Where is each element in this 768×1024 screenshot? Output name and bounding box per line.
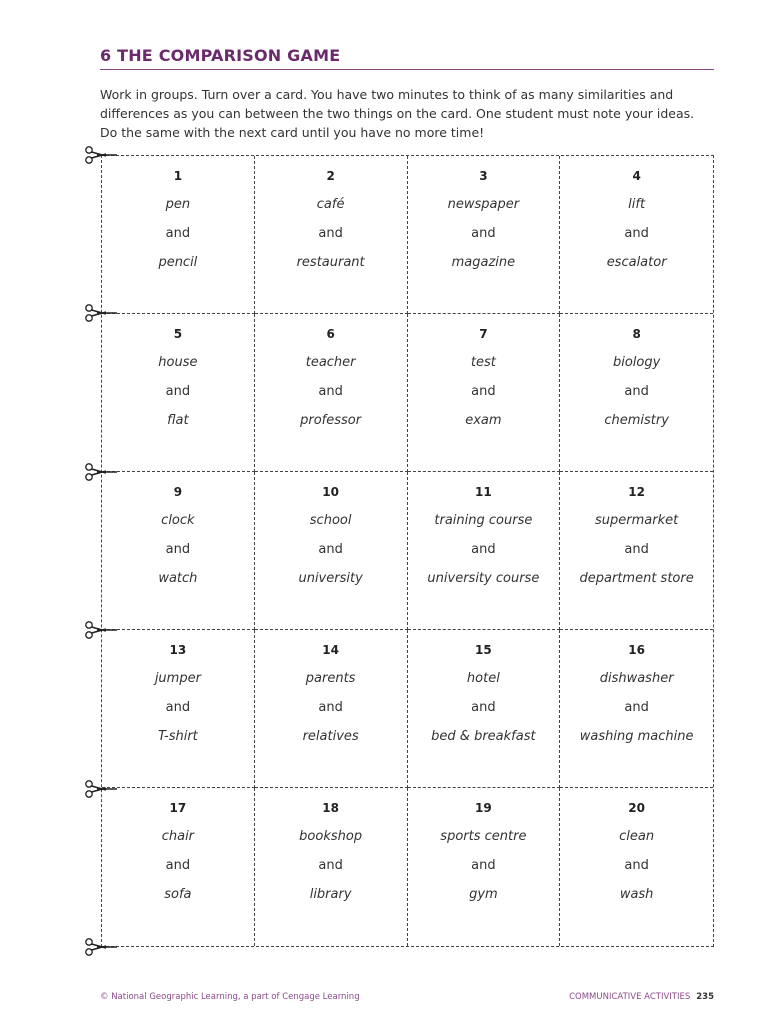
card-word-first: hotel: [466, 671, 500, 686]
card-number: 20: [628, 801, 645, 815]
card-word-first: clock: [161, 513, 195, 528]
card-word-first: café: [316, 197, 345, 212]
word-card: [560, 314, 713, 472]
card-number: 18: [322, 801, 339, 815]
card-and: and: [165, 226, 191, 241]
word-card: [102, 788, 255, 946]
word-card: [408, 472, 561, 630]
card-word-first: pen: [165, 197, 191, 212]
card-number: 3: [479, 169, 488, 183]
card-number: 5: [173, 327, 183, 341]
section-name: COMMUNICATIVE ACTIVITIES: [569, 992, 691, 1002]
page-title: 6 THE COMPARISON GAME: [100, 46, 714, 70]
card-word-first: school: [309, 513, 352, 528]
card-word-second: gym: [469, 887, 498, 902]
card-word-second: washing machine: [579, 729, 694, 744]
card-number: 4: [632, 169, 641, 183]
card-word-first: sports centre: [440, 829, 527, 844]
card-word-second: exam: [465, 413, 502, 428]
scissors-icon: [84, 145, 118, 165]
page-footer: [569, 992, 714, 1002]
card-word-second: professor: [300, 413, 362, 428]
card-number: 10: [322, 485, 339, 499]
word-card: [255, 630, 408, 788]
card-word-first: jumper: [154, 671, 201, 686]
card-word-second: pencil: [158, 255, 198, 270]
card-number: 12: [628, 485, 645, 499]
card-word-second: university course: [427, 571, 540, 586]
card-word-second: flat: [167, 413, 189, 428]
scissors-icon: [84, 779, 118, 799]
card-word-first: newspaper: [447, 197, 520, 212]
word-card: [560, 472, 713, 630]
card-word-second: wash: [619, 887, 654, 902]
card-number: 15: [475, 643, 492, 657]
word-card: [102, 472, 255, 630]
card-word-second: watch: [158, 571, 198, 586]
card-word-second: T-shirt: [157, 729, 198, 744]
card-word-first: chair: [161, 829, 195, 844]
card-and: and: [318, 384, 343, 399]
card-and: and: [165, 700, 191, 715]
card-number: 17: [169, 801, 187, 815]
word-card: [102, 314, 255, 472]
card-number: 7: [479, 327, 488, 341]
card-and: and: [624, 858, 649, 873]
card-word-first: supermarket: [595, 513, 679, 528]
copyright-notice: © National Geographic Learning, a part of Cengage Learning: [100, 992, 360, 1002]
card-and: and: [471, 542, 496, 557]
card-word-second: relatives: [302, 729, 359, 744]
card-number: 19: [475, 801, 492, 815]
card-number: 2: [326, 169, 335, 183]
card-number: 6: [326, 327, 335, 341]
card-and: and: [624, 700, 649, 715]
card-and: and: [471, 700, 496, 715]
card-word-second: escalator: [606, 255, 667, 270]
card-word-first: lift: [628, 197, 646, 212]
word-card: [408, 630, 561, 788]
card-number: 13: [169, 643, 187, 657]
card-number: 11: [475, 485, 492, 499]
card-word-second: library: [309, 887, 352, 902]
card-word-second: magazine: [451, 255, 516, 270]
card-word-second: sofa: [164, 887, 192, 902]
card-and: and: [318, 858, 343, 873]
card-word-second: department store: [579, 571, 694, 586]
card-word-first: bookshop: [299, 829, 363, 844]
word-card: [255, 472, 408, 630]
word-card: [408, 314, 561, 472]
card-and: and: [165, 542, 191, 557]
word-card: [255, 314, 408, 472]
page-number: 235: [696, 992, 714, 1002]
card-and: and: [471, 226, 496, 241]
word-card: [255, 788, 408, 946]
word-card: [560, 156, 713, 314]
word-card: [560, 630, 713, 788]
card-and: and: [471, 858, 496, 873]
card-and: and: [165, 384, 191, 399]
card-and: and: [165, 858, 191, 873]
card-and: and: [624, 542, 649, 557]
instructions-text: Work in groups. Turn over a card. You have two minutes to think of as many similarities and differences as you can between the two things on the card. One student must note your ideas. Do the same with the next card until you have no more time!: [100, 87, 695, 140]
card-number: 9: [173, 485, 183, 499]
word-card: [255, 156, 408, 314]
card-number: 16: [628, 643, 645, 657]
card-number: 8: [632, 327, 641, 341]
card-and: and: [471, 384, 496, 399]
card-and: and: [624, 384, 649, 399]
card-word-first: house: [158, 355, 198, 370]
word-card: [560, 788, 713, 946]
card-word-first: test: [470, 355, 496, 370]
scissors-icon: [84, 303, 118, 323]
card-word-second: university: [298, 571, 363, 586]
card-and: and: [318, 226, 343, 241]
card-word-first: dishwasher: [599, 671, 674, 686]
card-word-first: parents: [305, 671, 356, 686]
word-card: [102, 630, 255, 788]
card-word-second: chemistry: [604, 413, 669, 428]
card-grid: [101, 155, 714, 947]
card-word-first: training course: [434, 513, 533, 528]
scissors-icon: [84, 937, 118, 957]
card-word-first: teacher: [305, 355, 356, 370]
card-and: and: [318, 542, 343, 557]
card-number: 1: [173, 169, 183, 183]
card-word-first: biology: [612, 355, 661, 370]
card-number: 14: [322, 643, 339, 657]
word-card: [408, 788, 561, 946]
word-card: [102, 156, 255, 314]
card-and: and: [318, 700, 343, 715]
scissors-icon: [84, 462, 118, 482]
card-and: and: [624, 226, 649, 241]
scissors-icon: [84, 620, 118, 640]
card-word-second: bed & breakfast: [431, 729, 536, 744]
card-word-first: clean: [619, 829, 655, 844]
card-word-second: restaurant: [296, 255, 365, 270]
word-card: [408, 156, 561, 314]
